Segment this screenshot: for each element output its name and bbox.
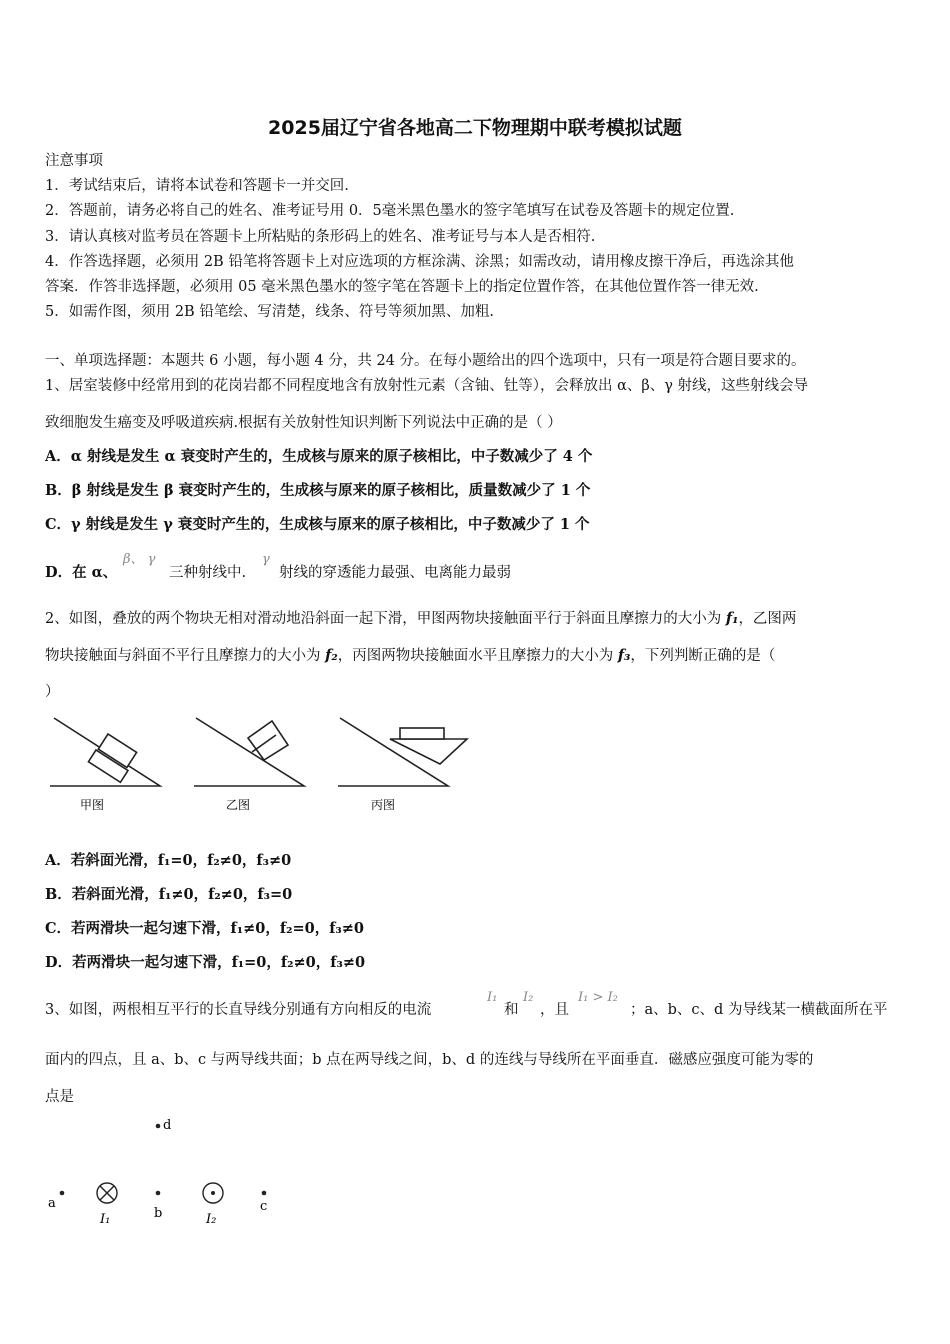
q2-text: 物块接触面与斜面不平行且摩擦力的大小为 — [45, 648, 326, 664]
q2-stem-line3: ） — [45, 684, 60, 700]
notice-item: 4．作答选择题，必须用 2B 铅笔将答题卡上对应选项的方框涂满、涂黑；如需改动，请用橡皮擦干净后，再选涂其他 — [45, 254, 794, 270]
q2-text: 2、如图，叠放的两个物块无相对滑动地沿斜面一起下滑，甲图两物块接触面平行于斜面且摩擦力的大小为 — [45, 611, 726, 627]
q2-option-c: C．若两滑块一起匀速下滑，f₁≠0，f₂=0，f₃≠0 — [45, 920, 365, 937]
wire-I2-center — [211, 1191, 215, 1195]
block-bing-lower — [390, 739, 467, 764]
q2-figure — [40, 708, 480, 823]
q3-inequality: I₁ > I₂ — [578, 990, 618, 1005]
q2-option-d: D．若两滑块一起匀速下滑，f₁=0，f₂≠0，f₃≠0 — [45, 954, 366, 971]
point-b-dot — [156, 1191, 161, 1196]
q2-text: ，下列判断正确的是（ — [630, 648, 776, 664]
notice-heading: 注意事项 — [45, 153, 103, 169]
q1-stem-line2: 致细胞发生癌变及呼吸道疾病.根据有关放射性知识判断下列说法中正确的是（ ） — [45, 415, 562, 431]
q3-I1-symbol: I₁ — [487, 990, 498, 1005]
wire-I1-label: I₁ — [100, 1212, 111, 1227]
q1-option-d-part2: 三种射线中. — [169, 565, 247, 581]
incline-yi — [194, 718, 304, 786]
notice-item: 答案．作答非选择题，必须用 05 毫米黑色墨水的签字笔在答题卡上的指定位置作答，在其他位置作答一律无效. — [45, 279, 759, 295]
q3-comma: ，且 — [540, 1002, 569, 1018]
point-a-dot — [60, 1191, 65, 1196]
page-title: 2025届辽宁省各地高二下物理期中联考模拟试题 — [268, 117, 682, 139]
point-c-label: c — [260, 1199, 268, 1214]
q1-greek-beta-gamma: β、 γ — [123, 552, 156, 567]
q1-option-d-part1: D．在 α、 — [45, 564, 118, 581]
section-heading: 一、单项选择题：本题共 6 小题，每小题 4 分，共 24 分。在每小题给出的四个选项中，只有一项是符合题目要求的。 — [45, 353, 806, 369]
f2-symbol: f₂ — [325, 647, 338, 664]
q2-text: ，乙图两 — [738, 611, 797, 627]
point-d-dot — [156, 1124, 161, 1129]
notice-item: 3．请认真核对监考员在答题卡上所粘贴的条形码上的姓名、准考证号与本人是否相符. — [45, 229, 596, 245]
fig-label-bing: 丙图 — [371, 798, 396, 812]
q1-option-d-part3: 射线的穿透能力最强、电离能力最弱 — [279, 565, 511, 581]
q2-stem-line2 — [45, 646, 775, 666]
point-a-label: a — [48, 1196, 56, 1211]
notice-item: 2．答题前，请务必将自己的姓名、准考证号用 0．5毫米黑色墨水的签字笔填写在试卷及答题卡的规定位置. — [45, 203, 735, 219]
q2-option-b: B．若斜面光滑，f₁≠0，f₂≠0，f₃=0 — [45, 886, 293, 903]
q3-stem-line1-part2: ；a、b、c、d 为导线某一横截面所在平 — [630, 1002, 888, 1018]
q2-stem-line1 — [45, 609, 796, 629]
f3-symbol: f₃ — [617, 647, 631, 664]
fig-label-jia: 甲图 — [80, 798, 105, 812]
q3-stem-line1-part1: 3、如图，两根相互平行的长直导线分别通有方向相反的电流 — [45, 1002, 432, 1018]
block-bing-upper — [400, 728, 444, 739]
q3-I2-symbol: I₂ — [523, 990, 534, 1005]
q1-option-a: A．α 射线是发生 α 衰变时产生的，生成核与原来的原子核相比，中子数减少了 4 个 — [45, 448, 593, 465]
q1-stem-line1: 1、居室装修中经常用到的花岗岩都不同程度地含有放射性元素（含铀、钍等），会释放出 α、β、γ 射线，这些射线会导 — [45, 378, 809, 394]
point-c-dot — [262, 1191, 267, 1196]
q3-stem-line3: 点是 — [45, 1089, 74, 1105]
q3-figure — [40, 1110, 290, 1235]
q2-option-a: A．若斜面光滑，f₁=0，f₂≠0，f₃≠0 — [45, 852, 292, 869]
q3-and: 和 — [504, 1002, 519, 1018]
f1-symbol: f₁ — [725, 610, 739, 627]
notice-item: 1．考试结束后，请将本试卷和答题卡一并交回. — [45, 178, 349, 194]
q2-text: ，丙图两物块接触面水平且摩擦力的大小为 — [337, 648, 618, 664]
q1-option-b: B．β 射线是发生 β 衰变时产生的，生成核与原来的原子核相比，质量数减少了 1 个 — [45, 482, 591, 499]
point-b-label: b — [154, 1206, 163, 1221]
notice-item: 5．如需作图，须用 2B 铅笔绘、写清楚，线条、符号等须加黑、加粗. — [45, 304, 494, 320]
fig-label-yi: 乙图 — [226, 798, 251, 812]
wire-I1-cross-icon — [97, 1183, 117, 1203]
q1-option-c: C．γ 射线是发生 γ 衰变时产生的，生成核与原来的原子核相比，中子数减少了 1 个 — [45, 516, 590, 533]
q3-stem-line2: 面内的四点，且 a、b、c 与两导线共面；b 点在两导线之间，b、d 的连线与导线所在平面垂直．磁感应强度可能为零的 — [45, 1052, 814, 1068]
wire-I2-label: I₂ — [206, 1212, 217, 1227]
q1-greek-gamma: γ — [262, 552, 270, 567]
point-d-label: d — [163, 1118, 172, 1133]
